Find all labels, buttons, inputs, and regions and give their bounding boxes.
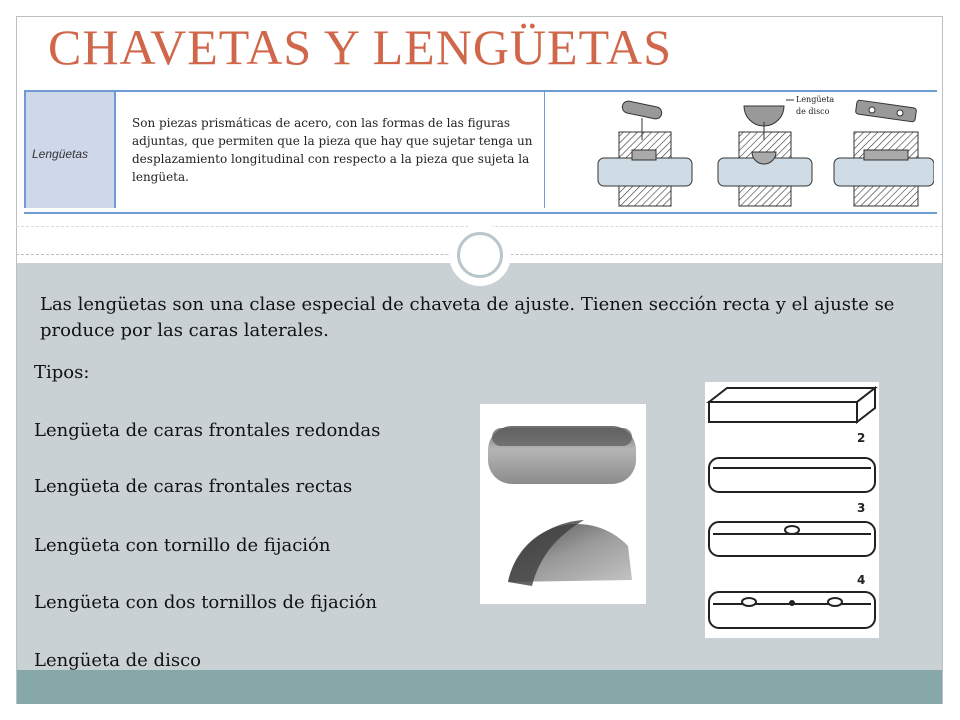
type-item: Lengüeta con tornillo de fijación (34, 535, 331, 556)
drawing-key-1 (709, 388, 875, 422)
annotation-line2: de disco (796, 107, 830, 116)
drawing-key-2 (709, 458, 875, 492)
annotation-line1: Lengüeta (796, 95, 835, 104)
diagram-rounded-key (598, 100, 692, 206)
type-item: Lengüeta con dos tornillos de fijación (34, 592, 378, 613)
diagram-screwed-key (834, 100, 934, 206)
drawing-key-4 (709, 592, 875, 628)
type-item: Lengüeta de caras frontales rectas (34, 476, 353, 497)
key-photo (480, 404, 646, 604)
slide-title: CHAVETAS Y LENGÜETAS (48, 19, 673, 75)
table-divider (544, 92, 545, 208)
key-types-drawing (705, 382, 879, 638)
type-item: Lengüeta de disco (34, 650, 201, 671)
drawing-number: 4 (857, 573, 866, 587)
table-label-cell (24, 92, 116, 208)
drawing-number: 3 (857, 501, 866, 515)
type-item: Lengüeta de caras frontales redondas (34, 420, 381, 441)
disc-key-photo (508, 520, 632, 586)
drawing-number: 2 (857, 431, 866, 445)
key-assembly-diagrams (564, 92, 934, 208)
circle-ring (457, 232, 503, 278)
table-label: Lengüetas (32, 147, 89, 161)
rounded-key-photo (488, 426, 636, 484)
table-description: Son piezas prismáticas de acero, con las formas de las figuras adjuntas, que permiten que la pieza que hay que sujetar tenga un desplazamiento longitudinal con respecto a la pieza que sujeta la lengüeta. (132, 116, 533, 184)
circle-ornament (449, 224, 511, 286)
drawing-key-3 (709, 522, 875, 556)
intro-text: Las lengüetas son una clase especial de chaveta de ajuste. Tienen sección recta y el ajuste se produce por las caras laterales. (40, 294, 895, 341)
drawing-center-dot (789, 600, 795, 606)
definition-table (24, 90, 937, 214)
footer-bar (17, 670, 942, 704)
types-heading: Tipos: (34, 362, 90, 383)
